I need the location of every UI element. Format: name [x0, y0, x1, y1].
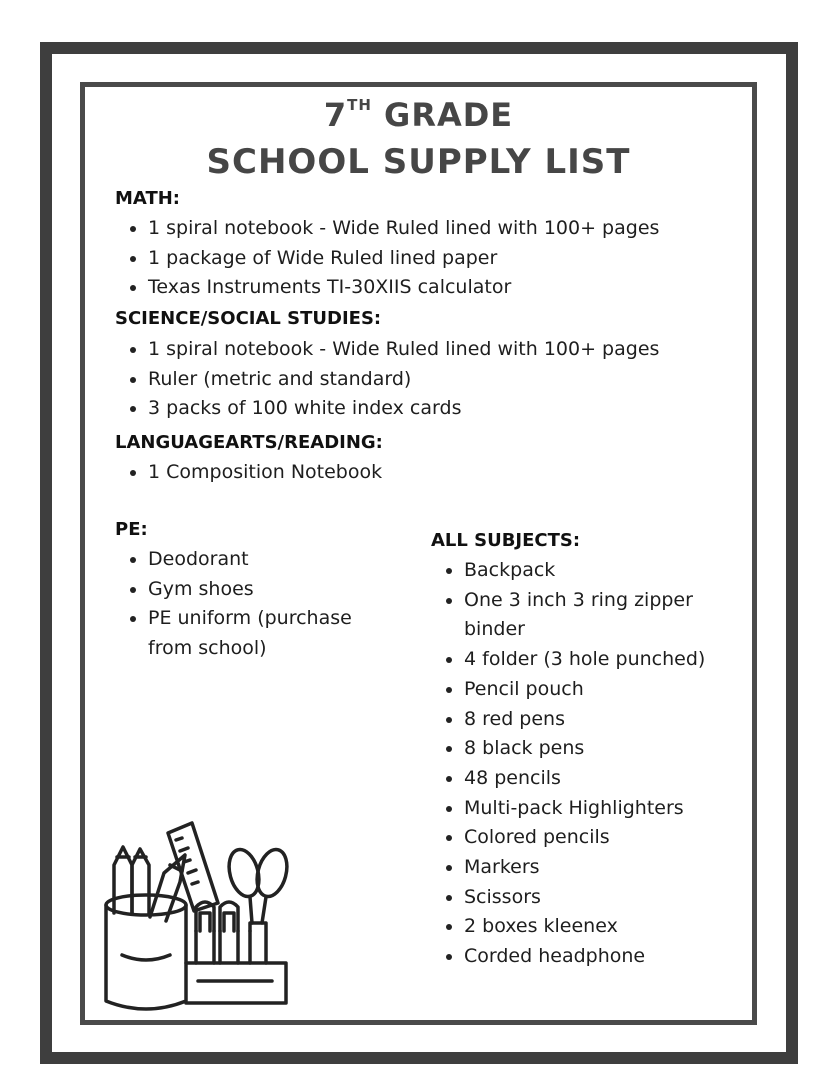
- pe-heading: PE:: [115, 519, 148, 540]
- list-item: 1 package of Wide Ruled lined paper: [126, 244, 736, 274]
- list-item: One 3 inch 3 ring zipper binder: [442, 586, 742, 645]
- list-item: 1 spiral notebook - Wide Ruled lined with 100+ pages: [126, 214, 736, 244]
- pe-list: [126, 545, 384, 664]
- title-supply-list: SCHOOL SUPPLY LIST: [206, 142, 631, 182]
- list-item: 2 boxes kleenex: [442, 912, 742, 942]
- school-supplies-icon: [100, 805, 300, 1015]
- grade-suffix: TH: [347, 96, 372, 114]
- list-item: Pencil pouch: [442, 675, 742, 705]
- list-item: 4 folder (3 hole punched): [442, 645, 742, 675]
- list-item: 3 packs of 100 white index cards: [126, 394, 736, 424]
- all-subjects-list: [442, 556, 742, 972]
- list-item: 8 black pens: [442, 734, 742, 764]
- list-item: Backpack: [442, 556, 742, 586]
- list-item: Scissors: [442, 883, 742, 913]
- math-list: [126, 214, 736, 303]
- list-item: Deodorant: [126, 545, 384, 575]
- grade-number: 7: [323, 96, 348, 134]
- list-item: Ruler (metric and standard): [126, 365, 736, 395]
- language-list: [126, 458, 736, 488]
- list-item: Markers: [442, 853, 742, 883]
- list-item: Gym shoes: [126, 575, 384, 605]
- list-item: Multi-pack Highlighters: [442, 794, 742, 824]
- grade-word: GRADE: [384, 96, 514, 134]
- list-item: PE uniform (purchase from school): [126, 604, 384, 663]
- science-list: [126, 335, 736, 424]
- list-item: Texas Instruments TI-30XIIS calculator: [126, 273, 736, 303]
- list-item: 48 pencils: [442, 764, 742, 794]
- science-heading: SCIENCE/SOCIAL STUDIES:: [115, 308, 382, 329]
- language-heading: LANGUAGEARTS/READING:: [115, 432, 383, 453]
- all-subjects-heading: ALL SUBJECTS:: [431, 530, 581, 551]
- list-item: 1 spiral notebook - Wide Ruled lined with 100+ pages: [126, 335, 736, 365]
- list-item: 8 red pens: [442, 705, 742, 735]
- list-item: Corded headphone: [442, 942, 742, 972]
- title-grade: [80, 96, 757, 134]
- list-item: 1 Composition Notebook: [126, 458, 736, 488]
- math-heading: MATH:: [115, 188, 180, 209]
- list-item: Colored pencils: [442, 823, 742, 853]
